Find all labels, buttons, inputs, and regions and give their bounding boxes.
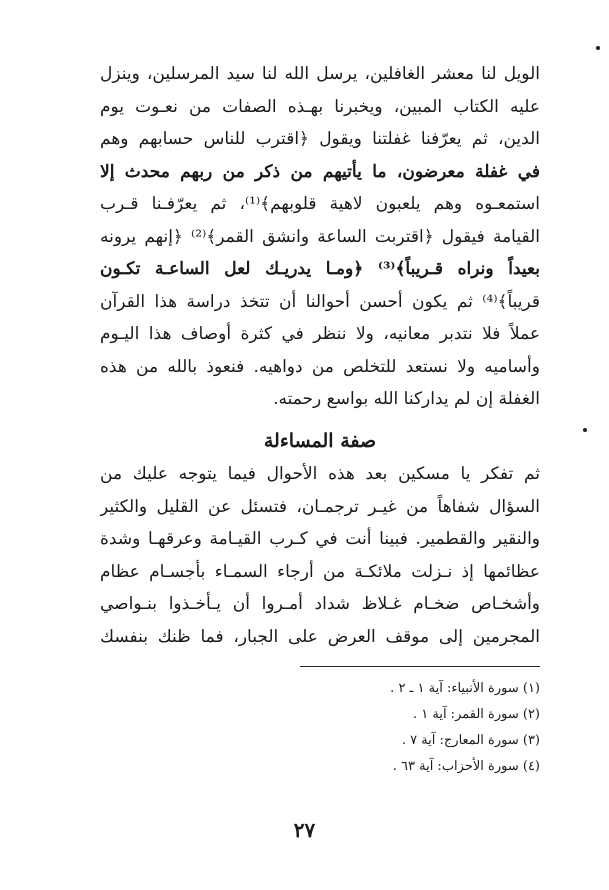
text-line: الغفلة إن لم يداركنا الله بواسع رحمته. — [273, 389, 540, 409]
section-heading: صفة المساءلة — [263, 430, 377, 452]
footnotes — [300, 676, 540, 780]
text-line: وأشخـاص ضخـام غـلاظ شداد أمـروا أن يـأخـذوا بنـواصي — [100, 594, 540, 614]
text-line: قريباً﴾⁽⁴⁾ ثم يكون أحسن أحوالنا أن تتخذ دراسة هذا القرآن — [100, 291, 540, 312]
scan-speck — [596, 46, 600, 50]
footnote: (١) سورة الأنبياء: آية ١ ـ ٢ . — [390, 681, 540, 696]
text-line: عظائمها إذ نـزلت ملائكـة من أرجاء السمـاء بأجسـام عظام — [100, 561, 540, 582]
footnote-divider — [300, 666, 540, 667]
text-line: عليه الكتاب المبين، ويخبرنا بهـذه الصفات من نعـوت يوم — [100, 96, 540, 117]
footnote: (٤) سورة الأحزاب: آية ٦٣ . — [392, 759, 540, 774]
footnote: (٣) سورة المعارج: آية ٧ . — [401, 733, 540, 748]
text-line: عملاً فلا نتدبر معانيه، ولا ننظر في كثرة أوصاف هذا اليـوم — [100, 324, 540, 344]
text-line: القيامة فيقول ﴿اقتربت الساعة وانشق القمر﴾⁽²⁾ ﴿إنهم يرونه — [100, 226, 540, 247]
text-line: ثم تفكر يا مسكين بعد هذه الأحوال فيما يتوجه عليك من — [100, 464, 540, 484]
text-line: الويل لنا معشر الغافلين، يرسل الله لنا سيد المرسلين، وينزل — [100, 64, 540, 84]
text-line: في غفلة معرضون، ما يأتيهم من ذكر من ربهم محدث إلا — [100, 161, 540, 182]
text-line: الدين، ثم يعرّفنا غفلتنا ويقول ﴿اقترب للناس حسابهم وهم — [100, 129, 540, 149]
second-paragraph — [100, 458, 540, 653]
text-line: السؤال شفاهاً من غيـر ترجمـان، فتسئل عن القليل والكثير — [100, 496, 540, 517]
text-line: وأساميه ولا نستعد للتخلص من دواهيه. فنعوذ بالله من هذه — [100, 356, 540, 377]
text-line: بعيداً ونراه قـريباً﴾⁽³⁾ ﴿ومـا يدريـك لعل الساعـة تكـون — [100, 259, 540, 279]
scan-speck — [583, 428, 587, 432]
footnote: (٢) سورة القمر: آية ١ . — [412, 707, 540, 722]
text-line: والنقير والقطمير. فبينا أنت في كـرب القيـامة وعرقهـا وشدة — [100, 529, 540, 549]
text-line: استمعـوه وهم يلعبون لاهية قلوبهم﴾⁽¹⁾، ثم يعرّفـنا قـرب — [100, 194, 540, 214]
text-line: المجرمين إلى موقف العرض على الجبار، فما ظنك بنفسك — [100, 626, 540, 647]
main-paragraph — [100, 58, 540, 416]
page-number: ٢٧ — [293, 818, 316, 842]
